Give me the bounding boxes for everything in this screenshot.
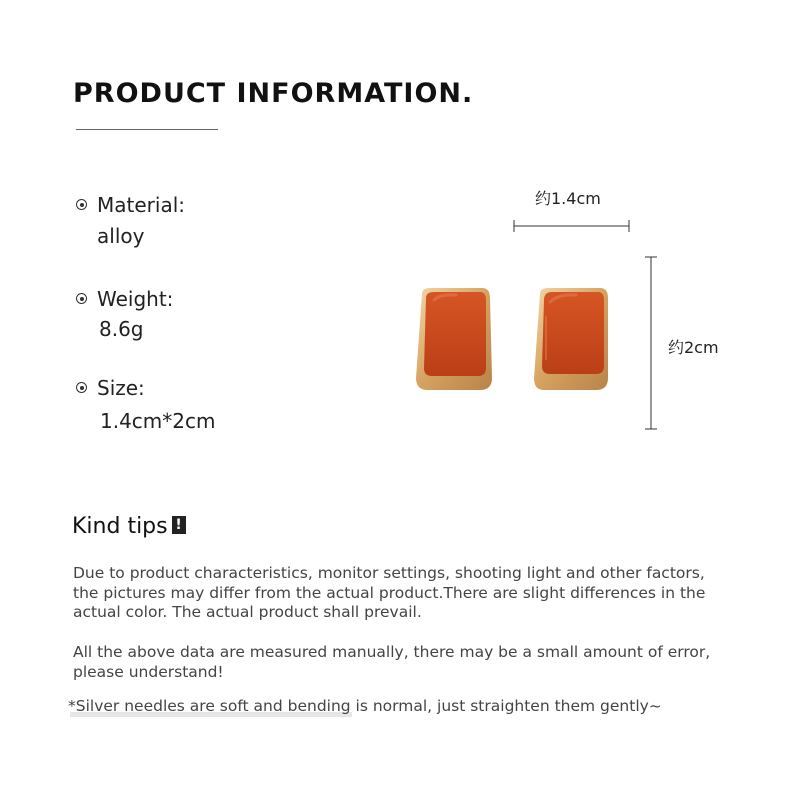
- silver-needle-note: *Silver needles are soft and bending is normal, just straighten them gently~: [68, 697, 662, 715]
- bullet-icon: [76, 199, 87, 210]
- size-value: 1.4cm*2cm: [100, 409, 216, 433]
- width-dimension-label: 约1.4cm: [535, 189, 601, 208]
- disclaimer-paragraph: Due to product characteristics, monitor settings, shooting light and other factors, the pictures may differ from the actual product.There are slight differences in the actual color. The actual product shall prevail.: [73, 564, 706, 621]
- left-earring: [416, 288, 492, 390]
- right-earring: [534, 288, 608, 390]
- title-underline: [76, 129, 218, 130]
- measurement-paragraph: All the above data are measured manually, there may be a small amount of error, please understand!: [73, 643, 711, 681]
- bullet-icon: [76, 382, 87, 393]
- width-dimension-line: [514, 220, 629, 232]
- size-label: Size:: [76, 376, 145, 400]
- weight-label: Weight:: [76, 287, 173, 311]
- bullet-icon: [76, 293, 87, 304]
- material-label: Material:: [76, 193, 185, 217]
- exclamation-icon: !: [172, 516, 186, 534]
- height-dimension-line: [645, 257, 657, 429]
- height-dimension-label: 约2cm: [668, 338, 719, 357]
- kind-tips-heading: Kind tips !: [72, 514, 186, 539]
- weight-value: 8.6g: [99, 317, 144, 341]
- material-value: alloy: [97, 224, 145, 248]
- page-title: PRODUCT INFORMATION.: [73, 78, 474, 109]
- earrings-illustration: [400, 210, 700, 440]
